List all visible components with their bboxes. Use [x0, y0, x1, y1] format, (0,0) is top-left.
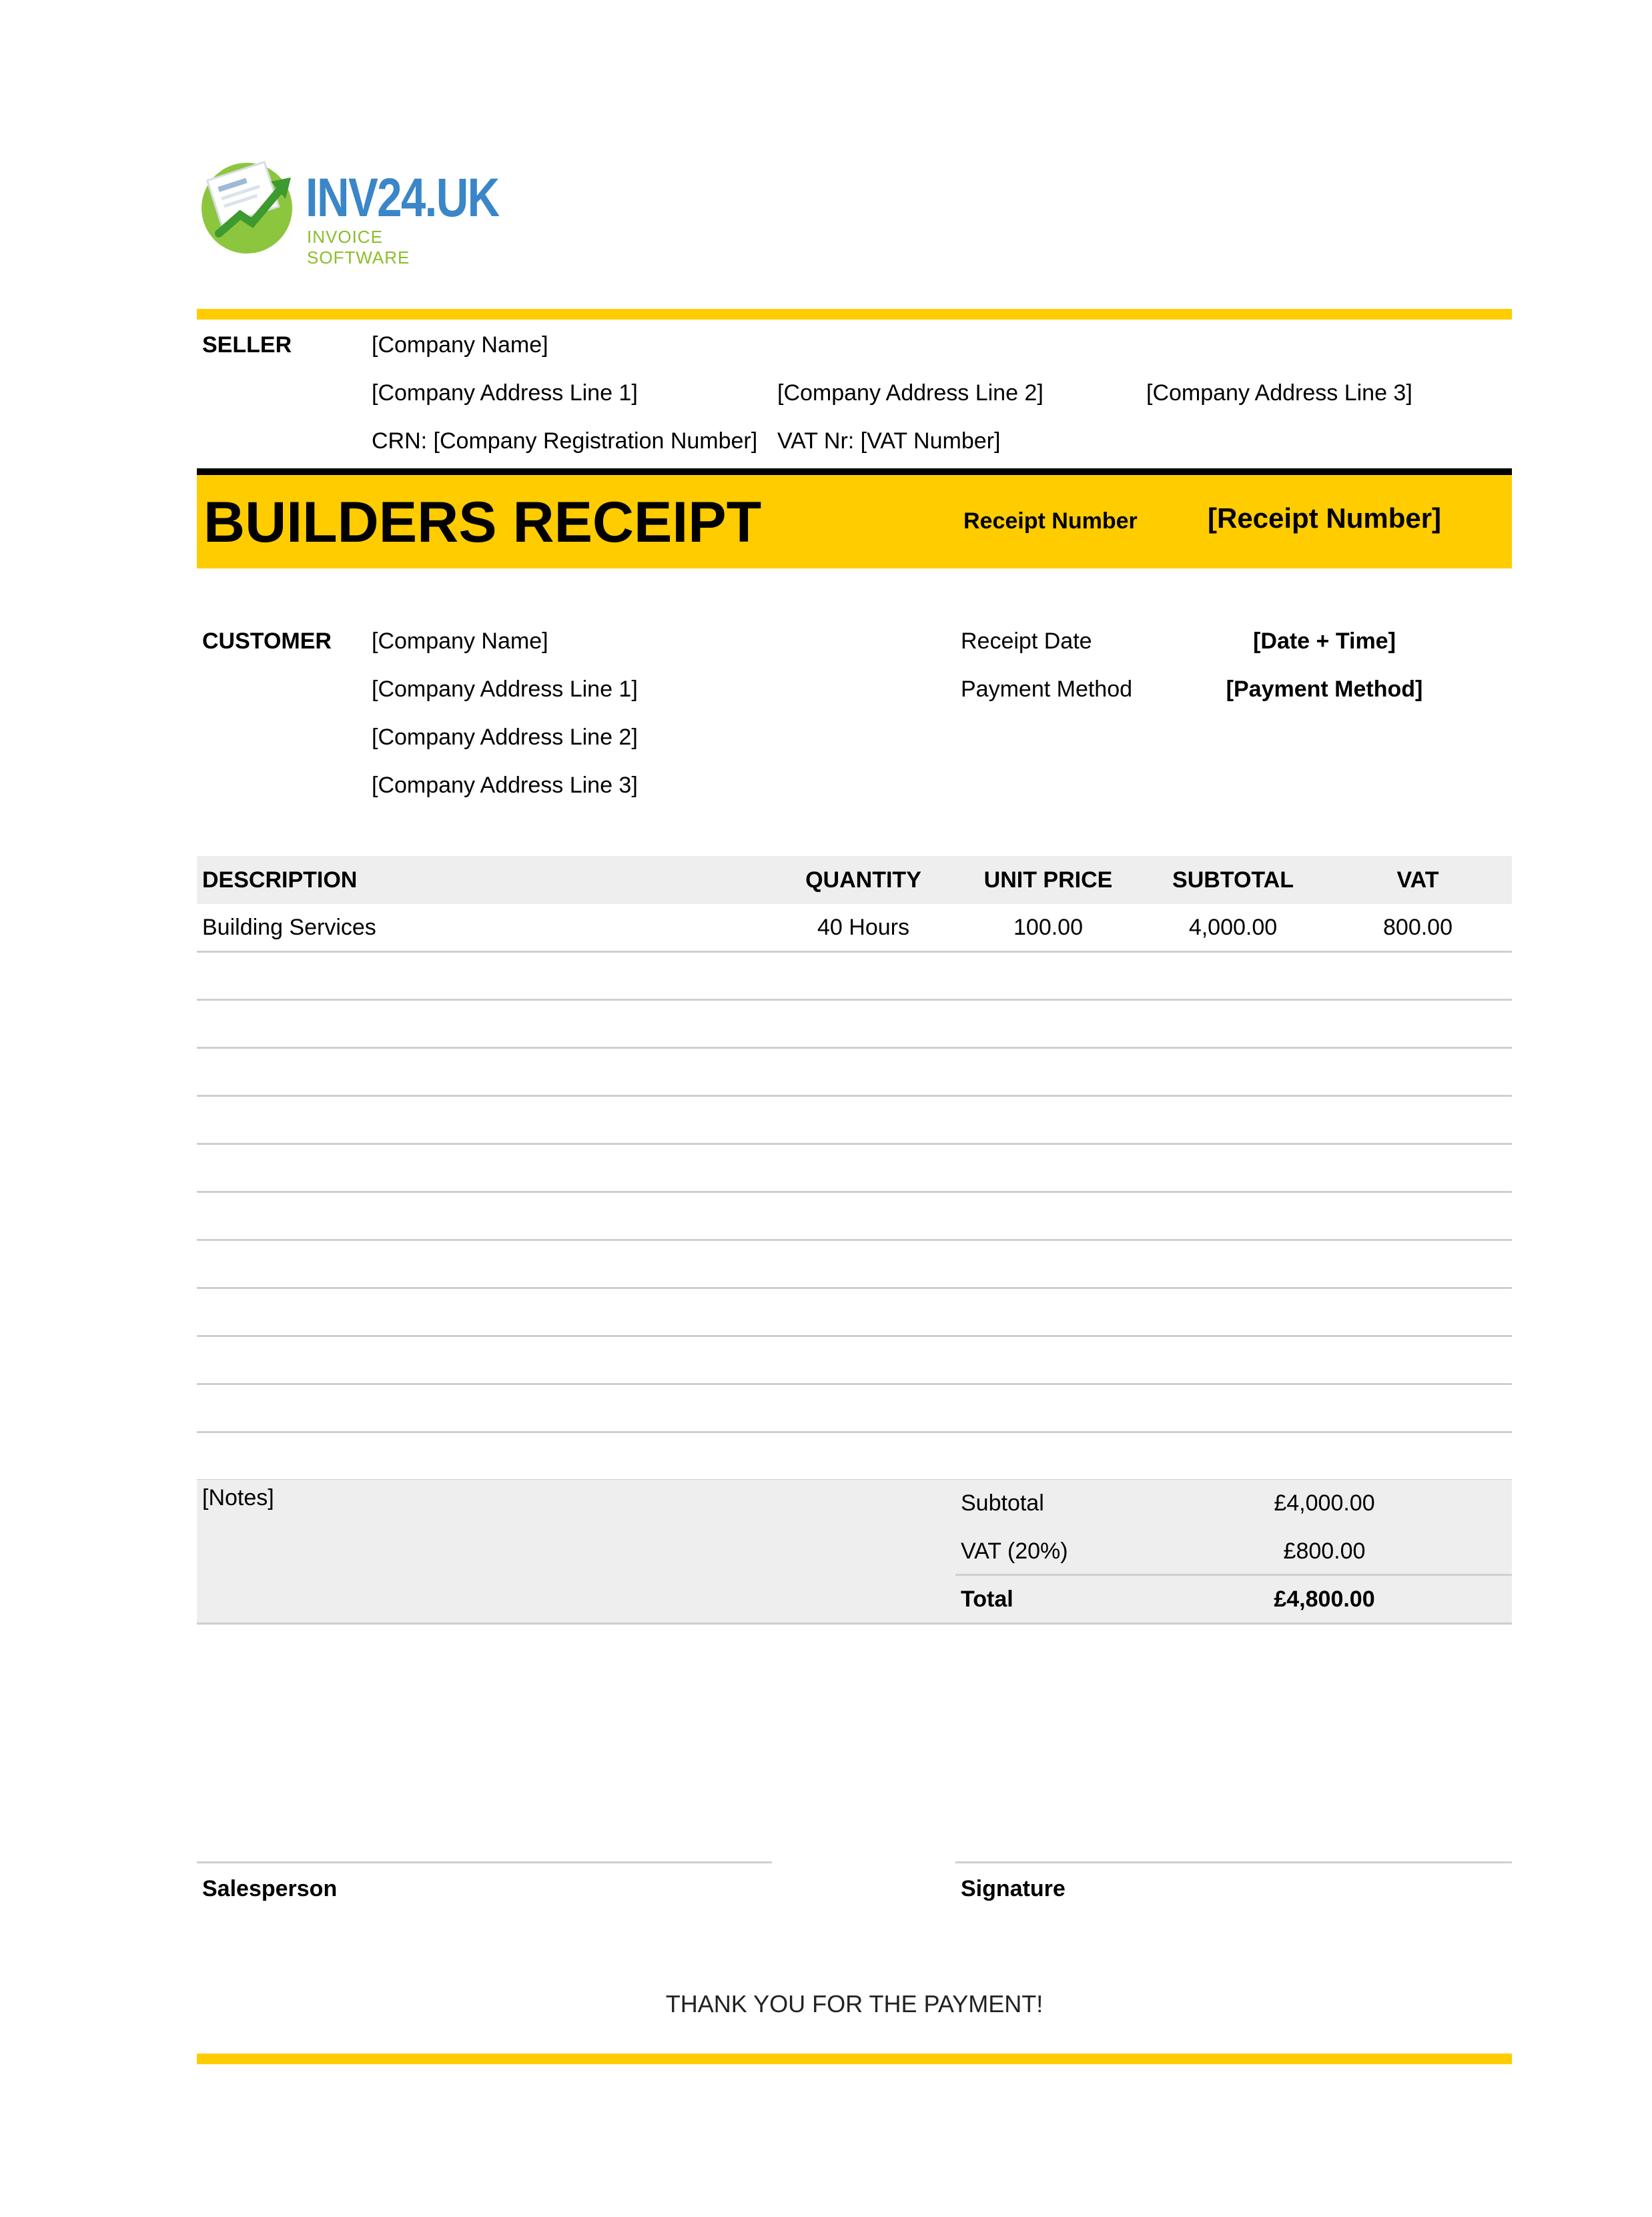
- cell-quantity: 40 Hours: [817, 915, 909, 940]
- row-divider: [197, 1047, 1512, 1049]
- customer-label: CUSTOMER: [202, 628, 332, 654]
- seller-crn: CRN: [Company Registration Number]: [372, 428, 758, 454]
- logo-brand-text: INV24.UK: [306, 167, 499, 228]
- subtotal-value: £4,000.00: [1274, 1490, 1375, 1516]
- seller-company-name: [Company Name]: [372, 332, 548, 358]
- payment-method-label: Payment Method: [961, 677, 1133, 702]
- row-divider: [197, 1383, 1512, 1385]
- salesperson-signature-line: [197, 1861, 772, 1863]
- salesperson-label: Salesperson: [202, 1876, 338, 1901]
- subtotal-label: Subtotal: [961, 1490, 1044, 1516]
- total-label: Total: [961, 1587, 1013, 1612]
- customer-address-line-1: [Company Address Line 1]: [372, 677, 638, 702]
- col-header-vat: VAT: [1396, 867, 1439, 893]
- cell-vat: 800.00: [1383, 915, 1453, 940]
- receipt-number-label: Receipt Number: [963, 508, 1138, 534]
- logo-tagline: INVOICE SOFTWARE: [307, 227, 410, 268]
- col-header-unit-price: UNIT PRICE: [983, 867, 1113, 893]
- row-divider: [197, 951, 1512, 953]
- seller-address-line-3: [Company Address Line 3]: [1146, 380, 1412, 406]
- notes-text: [Notes]: [202, 1485, 274, 1510]
- row-divider: [197, 1431, 1512, 1433]
- row-divider: [197, 1095, 1512, 1097]
- logo-icon: [199, 155, 299, 255]
- bottom-accent-bar: [197, 2054, 1512, 2064]
- customer-address-line-3: [Company Address Line 3]: [372, 773, 638, 798]
- col-header-description: DESCRIPTION: [202, 867, 358, 893]
- row-divider: [197, 999, 1512, 1001]
- row-divider: [197, 1239, 1512, 1241]
- totals-divider: [955, 1574, 1512, 1576]
- totals-bottom-rule: [197, 1623, 1512, 1625]
- thank-you-message: THANK YOU FOR THE PAYMENT!: [665, 1990, 1044, 2018]
- signature-label: Signature: [961, 1876, 1066, 1901]
- signature-line: [955, 1861, 1512, 1863]
- seller-vat-number: VAT Nr: [VAT Number]: [777, 428, 1001, 454]
- document-title: BUILDERS RECEIPT: [203, 490, 762, 554]
- receipt-date-value: [Date + Time]: [1253, 628, 1396, 654]
- customer-company-name: [Company Name]: [372, 628, 548, 654]
- col-header-quantity: QUANTITY: [805, 867, 921, 893]
- row-divider: [197, 1335, 1512, 1337]
- total-value: £4,800.00: [1274, 1587, 1375, 1612]
- receipt-number-value: [Receipt Number]: [1208, 502, 1442, 534]
- cell-unit-price: 100.00: [1013, 915, 1083, 940]
- seller-label: SELLER: [202, 332, 292, 358]
- vat-label: VAT (20%): [961, 1538, 1068, 1564]
- cell-subtotal: 4,000.00: [1188, 915, 1278, 940]
- row-divider: [197, 1143, 1512, 1145]
- col-header-subtotal: SUBTOTAL: [1172, 867, 1294, 893]
- cell-description: Building Services: [202, 915, 376, 940]
- top-accent-bar: [197, 309, 1512, 320]
- vat-value: £800.00: [1283, 1538, 1366, 1564]
- seller-address-line-1: [Company Address Line 1]: [372, 380, 638, 406]
- table-row: [197, 904, 1512, 952]
- receipt-date-label: Receipt Date: [961, 628, 1092, 654]
- row-divider: [197, 1287, 1512, 1289]
- seller-address-line-2: [Company Address Line 2]: [777, 380, 1044, 406]
- customer-address-line-2: [Company Address Line 2]: [372, 725, 638, 750]
- row-divider: [197, 1191, 1512, 1193]
- brand-logo: [199, 155, 499, 268]
- payment-method-value: [Payment Method]: [1226, 677, 1423, 702]
